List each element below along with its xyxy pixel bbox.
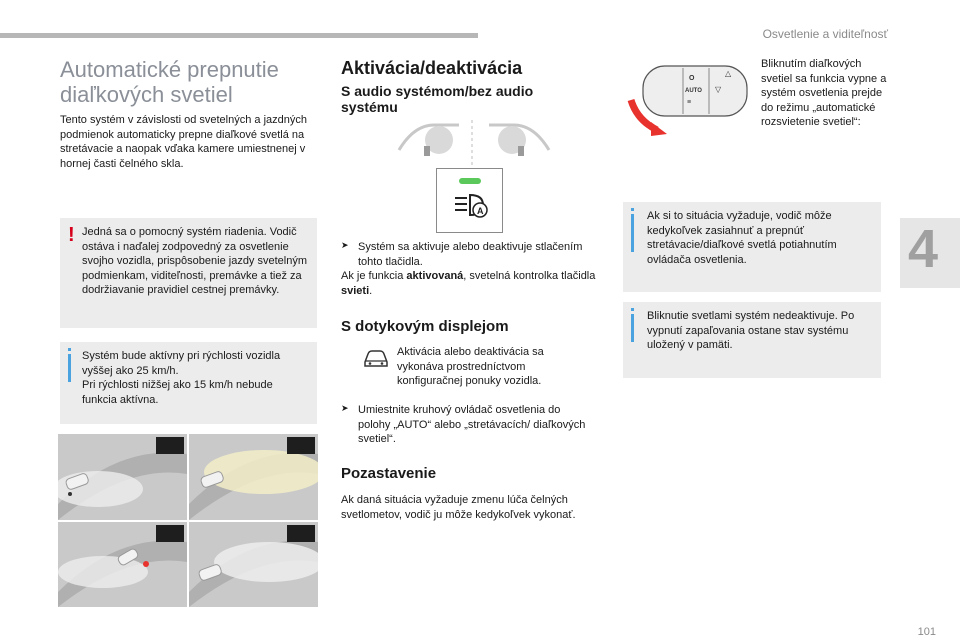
led-indicator: [459, 178, 481, 184]
warning-icon: !: [68, 224, 75, 246]
bullet-rotary-text: Umiestnite kruhový ovládač osvetlenia do polohy „AUTO“ alebo „stretávacích/ diaľkových svetiel“.: [358, 404, 586, 445]
state-prefix: Ak je funkcia: [341, 270, 407, 282]
pause-text: Ak daná situácia vyžaduje zmenu lúča čelných svetlometov, vodič ju môže kedykoľvek vykonať.: [341, 494, 576, 521]
pull-arrow-icon: [651, 122, 667, 136]
page-title: [60, 57, 320, 107]
info-override-text: Ak si to situácia vyžaduje, vodič môže kedykoľvek zasiahnuť a prepnúť stretávacie/diaľkové svetlá potiahnutím ovládača osvetlenia.: [647, 210, 837, 266]
bullet-arrow-icon: ➤: [341, 240, 349, 250]
info-box-override: [623, 202, 881, 292]
illustration-4: [189, 522, 318, 607]
bullet-press-button: [341, 240, 591, 269]
illustration-grid: [58, 434, 318, 607]
car-settings-icon: [362, 347, 390, 369]
auto-beam-badge: [287, 525, 315, 542]
info-icon: [631, 214, 634, 252]
info-box-speed: [60, 342, 317, 424]
info-icon: [68, 354, 71, 382]
warning-box: [60, 218, 317, 328]
info-box-memory: [623, 302, 881, 378]
title-line-2: diaľkových svetiel: [60, 82, 233, 107]
info-memory-text: Bliknutie svetlami systém nedeaktivuje. Po vypnutí zapaľovania ostane stav systému uložený v pamäti.: [647, 310, 855, 351]
bullet-press-text: Systém sa aktivuje alebo deaktivuje stlačením tohto tlačidla.: [358, 241, 583, 268]
page-number: 101: [917, 626, 936, 638]
state-active: aktivovaná: [406, 270, 464, 282]
chapter-tab: [900, 218, 960, 288]
section-header: Osvetlenie a viditeľnosť: [762, 27, 888, 41]
flash-text: Bliknutím diaľkových svetiel sa funkcia vypne a systém osvetlenia prejde do režimu „automatické rozsvietenie svetiel“:: [761, 58, 887, 128]
svg-text:△: △: [725, 69, 732, 78]
function-state-text: [341, 269, 596, 298]
info-speed-line-1: Systém bude aktívny pri rýchlosti vozidla vyššej ako 25 km/h.: [82, 350, 281, 377]
bullet-arrow-icon: ➤: [341, 403, 349, 413]
touchscreen-text: Aktivácia alebo deaktivácia sa vykonáva prostredníctvom konfiguračnej ponuky vozidla.: [397, 346, 544, 387]
stalk-off-label: O: [689, 75, 695, 82]
auto-beam-badge: [156, 525, 184, 542]
illustration-2: [189, 434, 318, 520]
auto-beam-button-illustration: [436, 168, 503, 233]
svg-text:≡: ≡: [687, 99, 692, 106]
title-line-1: Automatické prepnutie: [60, 57, 279, 82]
intro-text: Tento systém v závislosti od svetelných a jazdných podmienok automaticky prepne diaľkové svetlá na stretávacie a naopak vďaka kamere umiestnenej v hornej časti čelného skla.: [60, 114, 308, 170]
section-title-activation: Aktivácia/deaktivácia: [341, 58, 523, 78]
stalk-auto-label: AUTO: [685, 88, 702, 94]
auto-beam-badge: [287, 437, 315, 454]
info-speed-line-2: Pri rýchlosti nižšej ako 15 km/h nebude funkcia aktívna.: [82, 379, 273, 406]
subtitle-audio: S audio systémom/bez audio systému: [341, 83, 534, 115]
auto-beam-badge: [156, 437, 184, 454]
info-speed-text: [82, 349, 310, 407]
steering-wheel-diagram: [394, 120, 554, 165]
info-icon: [631, 314, 634, 342]
bullet-rotary-control: [341, 403, 591, 447]
illustration-3: [58, 522, 187, 607]
header-rule: [0, 33, 478, 38]
light-stalk-illustration: [625, 58, 757, 136]
subtitle-pause: Pozastavenie: [341, 465, 437, 482]
state-middle: , svetelná kontrolka tlačidla: [463, 270, 596, 282]
svg-text:▽: ▽: [715, 85, 722, 94]
subtitle-touchscreen: S dotykovým displejom: [341, 318, 509, 335]
svg-text:A: A: [477, 206, 484, 216]
state-end: .: [369, 284, 373, 297]
warning-text: Jedná sa o pomocný systém riadenia. Vodič ostáva i naďalej zodpovedný za osvetlenie svojho vozidla, prispôsobenie jazdy svetelným podmienkam, viditeľnosti, premávke a tiež za dodržiavanie pravidiel cestnej premávky.: [82, 226, 308, 296]
illustration-1: [58, 434, 187, 520]
chapter-number: 4: [908, 219, 939, 279]
auto-high-beam-icon: [453, 193, 489, 219]
state-lit: svieti: [341, 284, 370, 297]
